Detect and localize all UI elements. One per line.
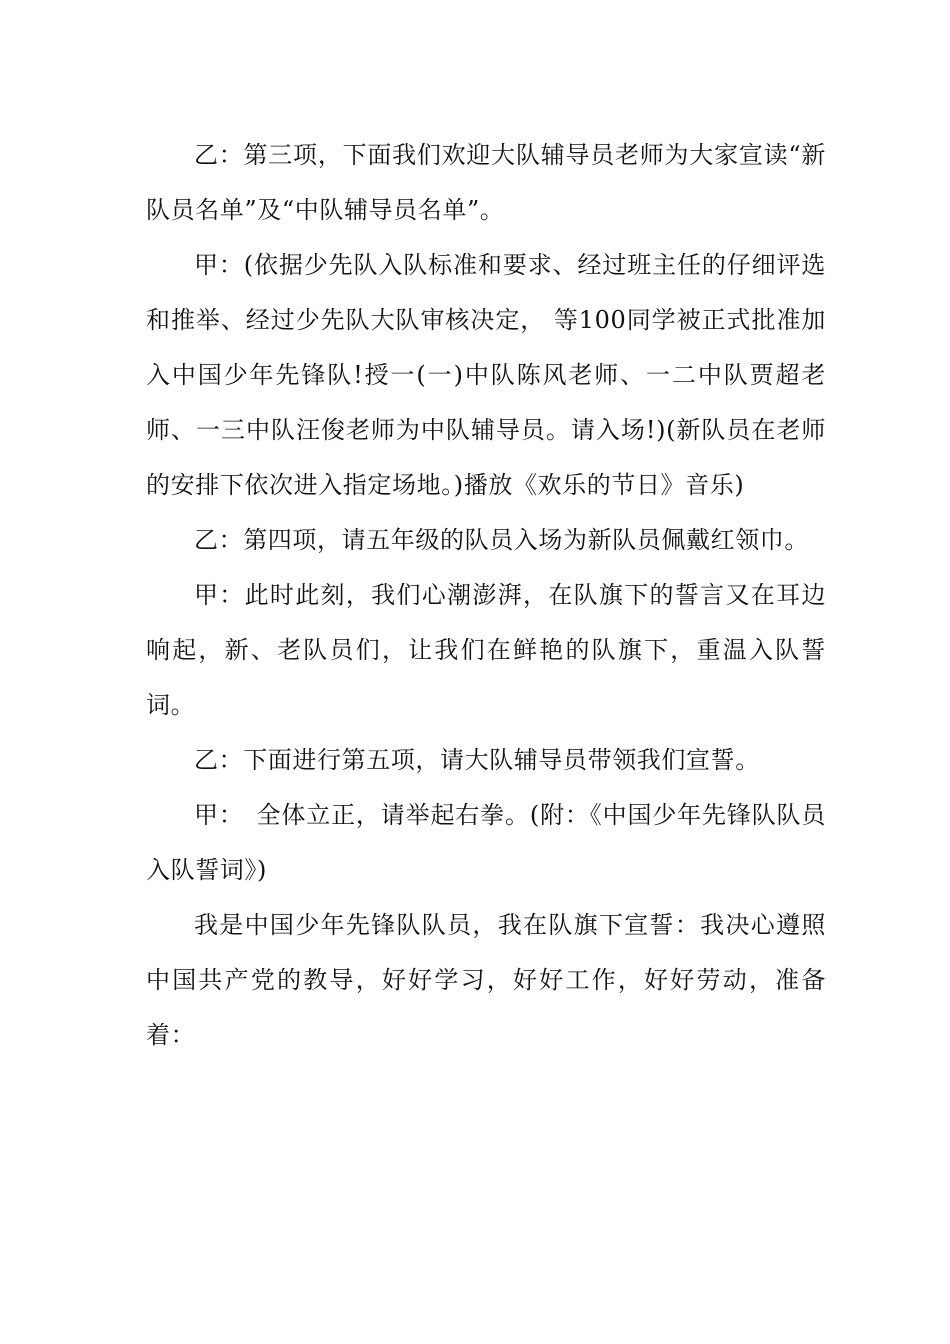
paragraph-review-oath: 甲：此时此刻，我们心潮澎湃，在队旗下的誓言又在耳边响起，新、老队员们，让我们在鲜艳的队旗下，重温入队誓词。: [146, 581, 826, 719]
paragraph-item-3: 乙：第三项，下面我们欢迎大队辅导员老师为大家宣读“新队员名单”及“中队辅导员名单”。: [146, 141, 826, 224]
paragraph-item-4: 乙：第四项，请五年级的队员入场为新队员佩戴红领巾。: [194, 526, 809, 554]
document-body: [146, 128, 826, 1063]
paragraph-item-5: 乙：下面进行第五项，请大队辅导员带领我们宣誓。: [194, 746, 760, 774]
paragraph-oath-text: 我是中国少年先锋队队员，我在队旗下宣誓：我决心遵照中国共产党的教导，好好学习，好好工作，好好劳动，准备着：: [146, 911, 826, 1049]
paragraph-stand-attention: 甲： 全体立正，请举起右拳。(附：《中国少年先锋队队员入队誓词》): [146, 801, 826, 884]
paragraph-admission: 甲：(依据少先队入队标准和要求、经过班主任的仔细评选和推举、经过少先队大队审核决定， 等100同学被正式批准加入中国少年先锋队!授一(一)中队陈风老师、一二中队贾超老师、一三中队汪俊老师为中队辅导员。请入场!)(新队员在老师的安排下依次进入指定场地。)播放《欢乐的节日》音乐): [146, 251, 826, 499]
